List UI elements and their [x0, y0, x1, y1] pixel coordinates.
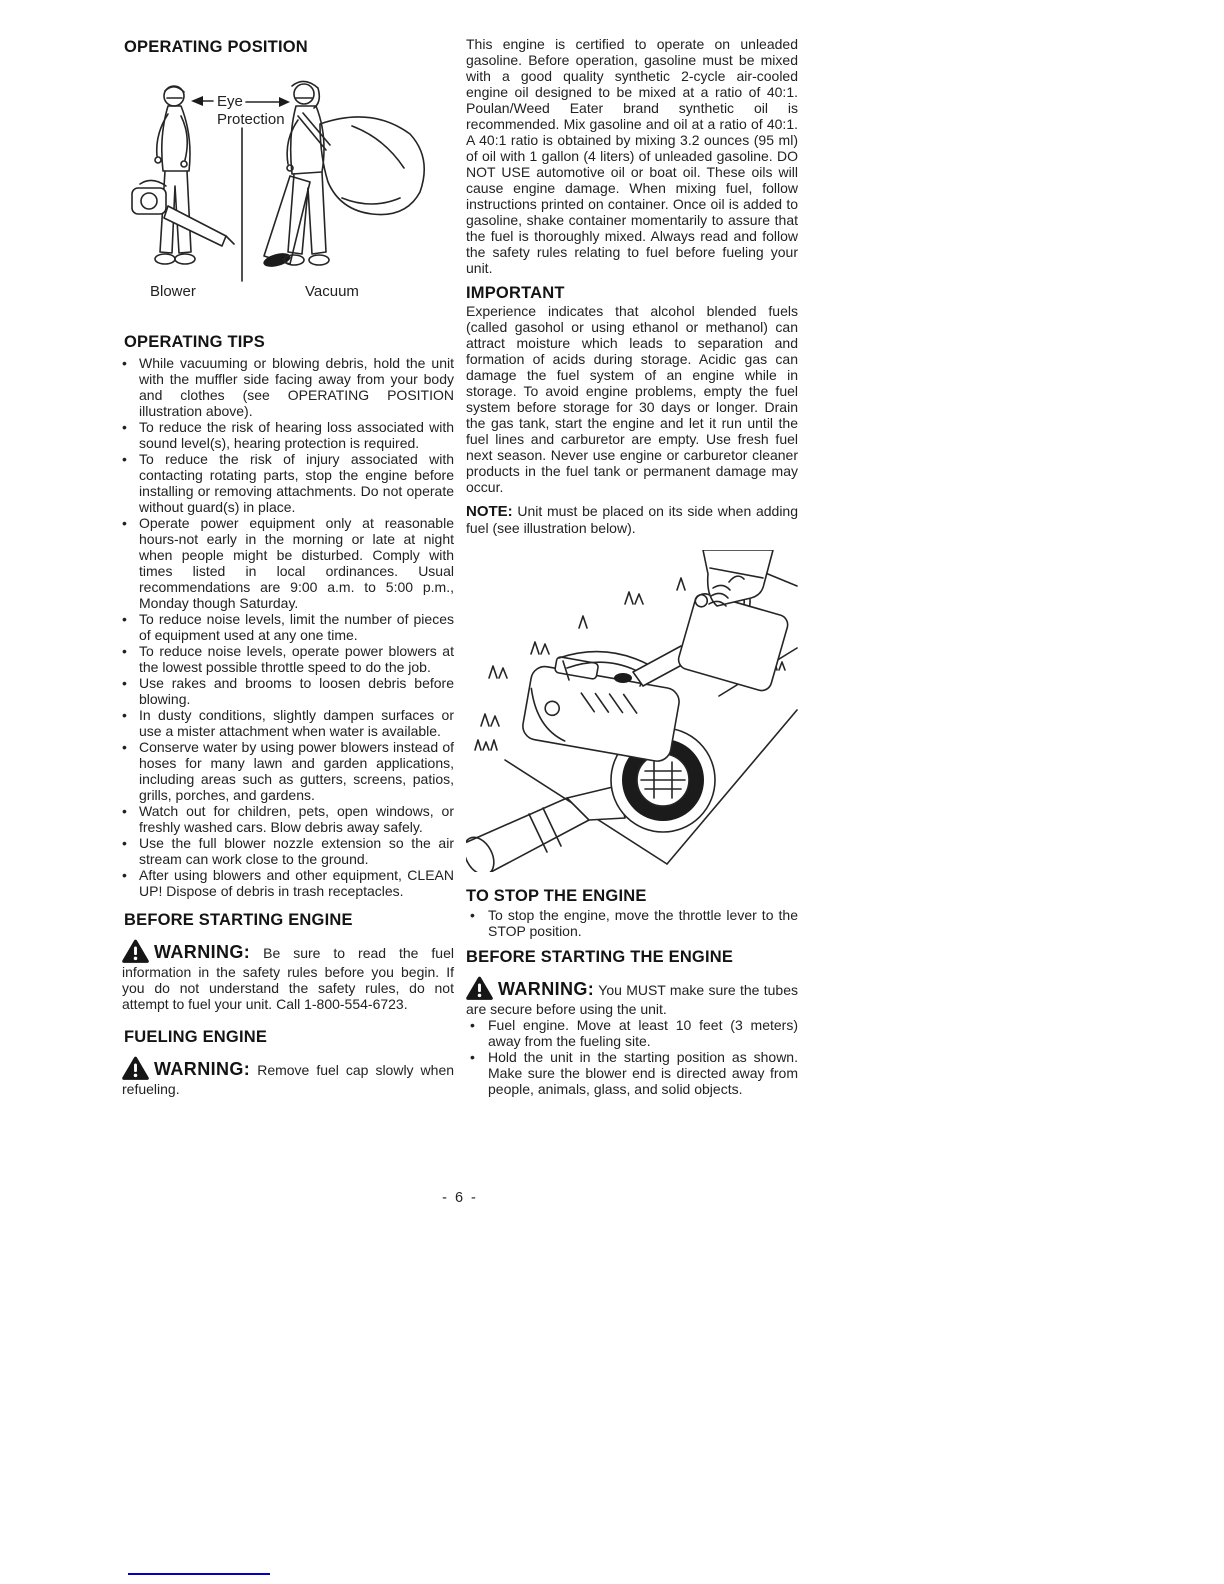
right-column [466, 36, 798, 1097]
blower-caption: Blower [150, 283, 196, 300]
list-item-text: To reduce noise levels, operate power blowers at the lowest possible throttle speed to do the job. [139, 643, 454, 675]
eye-protection-arrow-right-icon [246, 97, 290, 107]
bullet-marker: • [122, 611, 127, 627]
warning-paragraph [122, 939, 454, 1012]
warning-triangle-icon [122, 939, 149, 964]
list-item-text: Hold the unit in the starting position as shown. Make sure the blower end is directed away from people, animals, glass, and solid objects. [488, 1049, 798, 1097]
bullet-marker: • [122, 515, 127, 531]
warning-triangle-icon [466, 976, 493, 1001]
footer-blue-line [128, 1573, 270, 1575]
bullet-marker: • [122, 451, 127, 467]
warning-label: WARNING: [498, 979, 595, 999]
fuel-info-paragraph: This engine is certified to operate on unleaded gasoline. Before operation, gasoline must be mixed with a good quality synthetic 2-cycle air-cooled engine oil designed to be mixed at a ratio of 40:1. Poulan/Weed Eater brand synthetic oil is recommended. Mix gasoline and oil at a ratio of 40:1. A 40:1 ratio is obtained by mixing 3.2 ounces (95 ml) of oil with 1 gallon (4 liters) of unleaded gasoline. DO NOT USE automotive oil or boat oil. These oils will cause engine damage. When mixing fuel, follow instructions printed on container. Once oil is added to gasoline, shake container momentarily to assure that the fuel is thoroughly mixed. Always read and follow the safety rules relating to fuel before fueling your unit. [466, 36, 798, 276]
important-paragraph: Experience indicates that alcohol blended fuels (called gasohol or using ethanol or methanol) can attract moisture which leads to separation and formation of acids during storage. Acidic gas can damage the fuel system of an engine while in storage. To avoid engine problems, empty the fuel system before storage for 30 days or longer. Drain the gas tank, start the engine and let it run until the fuel lines and carburetor are empty. Use fresh fuel next season. Never use engine or carburetor cleaner products in the fuel tank or permanent damage may occur. [466, 303, 798, 495]
list-item-text: While vacuuming or blowing debris, hold the unit with the muffler side facing away from your body and clothes (see OPERATING POSITION illustration above). [139, 355, 454, 419]
list-item-text: To reduce noise levels, limit the number of pieces of equipment used at any one time. [139, 611, 454, 643]
fueling-engine-heading: FUELING ENGINE [124, 1028, 268, 1046]
list-item-text: Watch out for children, pets, open windows, or freshly washed cars. Blow debris away safely. [139, 803, 454, 835]
to-stop-engine-list [466, 907, 798, 939]
to-stop-engine-heading: TO STOP THE ENGINE [466, 887, 647, 905]
bullet-marker: • [122, 643, 127, 659]
list-item [122, 707, 454, 739]
before-starting-engine-heading: BEFORE STARTING ENGINE [124, 911, 353, 929]
list-item-text: Conserve water by using power blowers instead of hoses for many lawn and garden applications, including areas such as gutters, screens, patios, grills, porches, and gardens. [139, 739, 454, 803]
bullet-marker: • [470, 907, 475, 923]
list-item-text: Use rakes and brooms to loosen debris before blowing. [139, 675, 454, 707]
list-item [122, 803, 454, 835]
fueling-figure [466, 550, 798, 875]
eye-protection-label-line1: Eye [217, 93, 243, 110]
list-item-text: Fuel engine. Move at least 10 feet (3 meters) away from the fueling site. [488, 1017, 798, 1049]
page-number: - 6 - [442, 1190, 478, 1206]
left-column [122, 38, 454, 1097]
warning-triangle-icon [122, 1056, 149, 1081]
blower-tube [466, 786, 625, 872]
bullet-marker: • [122, 739, 127, 755]
bullet-marker: • [122, 867, 127, 883]
warning-paragraph [466, 976, 798, 1017]
warning-text: Remove fuel cap slowly when refueling. [122, 1062, 455, 1097]
vacuum-caption: Vacuum [305, 283, 359, 300]
list-item [466, 907, 798, 939]
warning-label: WARNING: [154, 942, 251, 962]
bullet-marker: • [122, 355, 127, 371]
note-text: Unit must be placed on its side when adding fuel (see illustration below). [466, 503, 799, 536]
before-starting-list [466, 1017, 798, 1097]
operating-tips-list [122, 355, 454, 899]
list-item [122, 515, 454, 611]
fuel-opening [614, 673, 632, 683]
list-item [122, 835, 454, 867]
list-item-text: To reduce the risk of injury associated with contacting rotating parts, stop the engine before installing or removing attachments. Do not operate without guard(s) in place. [139, 451, 454, 515]
bullet-marker: • [470, 1017, 475, 1033]
warning-text: You MUST make sure the tubes are secure before using the unit. [466, 982, 798, 1017]
pouring-hand [703, 550, 773, 606]
operating-position-illustration [122, 76, 452, 304]
bullet-marker: • [122, 707, 127, 723]
list-item-text: Operate power equipment only at reasonable hours-not early in the morning or late at night when people might be disturbed. Comply with times listed in local ordinances. Usual recommendations are 9:00 a.m. to 5:00 p.m., Monday though Saturday. [139, 515, 454, 611]
list-item [122, 451, 454, 515]
list-item [122, 867, 454, 899]
list-item-text: Use the full blower nozzle extension so the air stream can work close to the ground. [139, 835, 454, 867]
bullet-marker: • [122, 419, 127, 435]
list-item [122, 419, 454, 451]
list-item [466, 1017, 798, 1049]
list-item [122, 739, 454, 803]
list-item [466, 1049, 798, 1097]
operating-position-heading: OPERATING POSITION [124, 38, 308, 56]
fueling-illustration [466, 550, 798, 872]
bullet-marker: • [122, 803, 127, 819]
list-item [122, 643, 454, 675]
list-item-text: In dusty conditions, slightly dampen surfaces or use a mister attachment when water is available. [139, 707, 454, 739]
warning-paragraph [122, 1056, 454, 1097]
list-item-text: To stop the engine, move the throttle lever to the STOP position. [488, 907, 798, 939]
bullet-marker: • [122, 835, 127, 851]
eye-protection-arrow-left-icon [191, 96, 213, 106]
note-label: NOTE: [466, 503, 513, 520]
bullet-marker: • [122, 675, 127, 691]
note-paragraph [466, 503, 798, 536]
list-item [122, 355, 454, 419]
eye-protection-label-line2: Protection [217, 111, 285, 128]
important-heading: IMPORTANT [466, 284, 565, 302]
vacuum-person-illustration [262, 81, 424, 269]
operating-position-figure [122, 76, 454, 307]
list-item-text: After using blowers and other equipment, CLEAN UP! Dispose of debris in trash receptacles. [139, 867, 454, 899]
operating-tips-heading: OPERATING TIPS [124, 333, 265, 351]
list-item-text: To reduce the risk of hearing loss associated with sound level(s), hearing protection is required. [139, 419, 454, 451]
list-item [122, 611, 454, 643]
warning-label: WARNING: [154, 1059, 251, 1079]
bullet-marker: • [470, 1049, 475, 1065]
before-starting-the-engine-heading: BEFORE STARTING THE ENGINE [466, 948, 734, 966]
list-item [122, 675, 454, 707]
warning-text: Be sure to read the fuel information in the safety rules before you begin. If you do not understand the safety rules, do not attempt to fuel your unit. Call 1-800-554-6723. [122, 945, 454, 1012]
